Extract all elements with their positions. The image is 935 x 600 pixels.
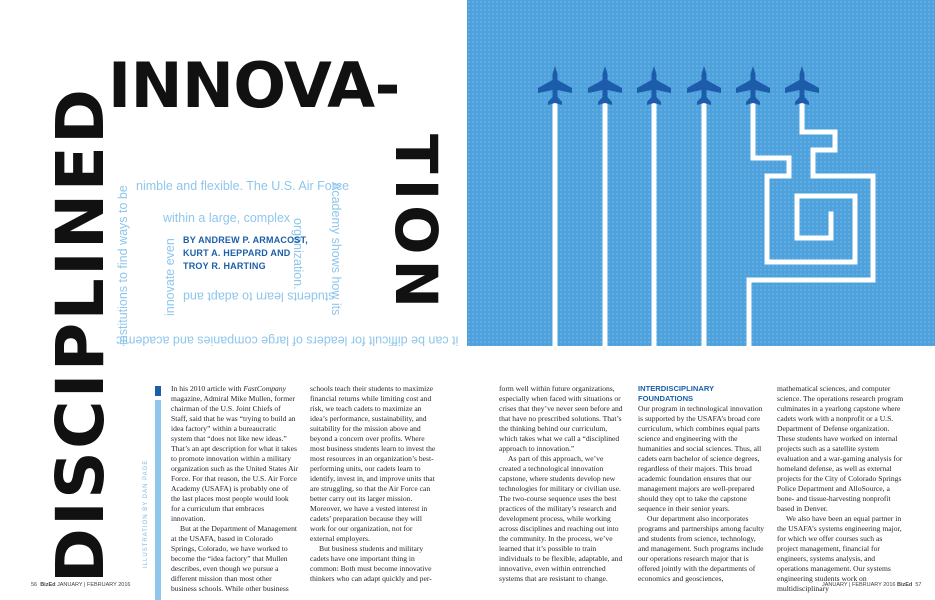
page-number-right: 57 bbox=[915, 582, 922, 588]
paragraph: As part of this approach, we’ve created a technological innovation capstone, where students develop new technologies for military or civilian use. The two-course sequence uses the best practices of the military’s research and development process, while working across disciplines and reaching out into the community. In the process, we’ve learned that it’s possible to train individuals to be flexible, adaptable, and innovative, even within entrenched systems that are resistant to change. bbox=[499, 454, 623, 583]
hero-illustration bbox=[467, 0, 935, 346]
jet-icon bbox=[588, 66, 622, 105]
spiral-text-top: nimble and flexible. The U.S. Air Force bbox=[136, 179, 350, 193]
paragraph: mathematical sciences, and computer science. The operations research program culminates in a yearlong capstone where cadets work with a nonprofit or a U.S. Department of Defense organization. These students have worked on internal projects such as a satellite system evaluation and a war-gaming analysis for homeland defense, as well as external projects for the City of Colorado Springs Police Department and AlloSource, a bone- and tissue-harvesting nonprofit based in Denver. bbox=[777, 384, 904, 513]
headline-tion: TION bbox=[382, 134, 450, 313]
footer-right bbox=[822, 582, 921, 588]
spiral-text-bottom: it can be difficult for leaders of large companies and academic bbox=[116, 333, 459, 348]
jet-icon bbox=[637, 66, 671, 105]
brand-left: BizEd bbox=[40, 582, 56, 588]
jet-icon bbox=[785, 66, 819, 105]
body-column-3 bbox=[499, 384, 627, 584]
jet-icon bbox=[538, 66, 572, 105]
paragraph: But business students and military cadets have one important thing in common: Both must become innovative thinkers who can adapt quickly and per- bbox=[310, 544, 432, 583]
jet-icon bbox=[736, 66, 770, 105]
spiral-inner-right: organization. bbox=[291, 218, 305, 290]
jet-icon bbox=[687, 66, 721, 105]
byline-line-3: TROY R. HARTING bbox=[183, 261, 266, 271]
illustration-credit: ILLUSTRATION BY DAN PAGE bbox=[143, 459, 149, 568]
spiral-inner-bottom: students learn to adapt and bbox=[183, 289, 335, 304]
footer-left bbox=[31, 582, 130, 588]
spiral-inner-top: within a large, complex bbox=[163, 211, 291, 225]
page-number-left: 56 bbox=[31, 582, 38, 588]
section-heading: INTERDISCIPLINARY FOUNDATIONS bbox=[638, 384, 714, 403]
paragraph: In his 2010 article with FastCompany magazine, Admiral Mike Mullen, former chairman of the U.S. Joint Chiefs of Staff, said that he was “trying to build an idea factory” within a bureaucratic system that “does not like new ideas.” That’s an apt description for what it takes to promote innovation within a military organization such as the United States Air Force. For that reason, the U.S. Air Force Academy (USAFA) is probably one of the last places most people would look for a curriculum that embraces innovation. bbox=[171, 384, 299, 523]
paragraph: form well within future organizations, especially when faced with situations or crises that they’ve never seen before and that have no prescribed solutions. That’s the thinking behind our curriculum, which takes what we call a “disciplined approach to innovation.” bbox=[499, 384, 623, 453]
byline-line-2: KURT A. HEPPARD AND bbox=[183, 248, 291, 258]
spiral-inner-left: innovate even bbox=[163, 238, 177, 316]
headline-innova: INNOVA- bbox=[108, 49, 400, 122]
byline-line-1: BY ANDREW P. ARMACOST, bbox=[183, 235, 308, 245]
issue-date-left: JANUARY | FEBRUARY 2016 bbox=[57, 582, 131, 588]
body-column-5 bbox=[777, 384, 905, 594]
paragraph: But at the Department of Management at the USAFA, based in Colorado Springs, Colorado, we have worked to become the “idea factory” that Mullen describes, even though we pursue a different mission than most other business schools. While other business bbox=[171, 524, 298, 593]
spiral-text-right: Academy shows how its bbox=[329, 182, 343, 316]
body-column-1 bbox=[171, 384, 299, 594]
start-marker bbox=[155, 386, 161, 396]
spiral-text-left: institutions to find ways to be bbox=[116, 185, 130, 345]
paragraph: Our department also incorporates programs and partnerships among faculty and students from science, technology, and management. Such programs include our operations research major that is offered jointly with the departments of economics and geosciences, bbox=[638, 514, 765, 583]
paragraph: Our program in technological innovation is supported by the USAFA’s broad core curriculum, which combines equal parts science and engineering with the humanities and social sciences. Thus, all cadets earn bachelor of science degrees, regardless of their majors. This broad academic foundation ensures that our management majors are well-prepared should they opt to take the capstone sequence in their senior years. bbox=[638, 404, 763, 513]
issue-date-right: JANUARY | FEBRUARY 2016 bbox=[822, 582, 896, 588]
body-column-2 bbox=[310, 384, 438, 584]
column-accent-bar bbox=[155, 400, 161, 600]
paragraph: schools teach their students to maximize financial returns while limiting cost and risk, we teach cadets to maximize an idea’s performance, sustainability, and suitability for the mission above and beyond a concern over profits. Where most business students learn to invest the most resources in an organization’s best-performing units, our cadets learn to identify, invest in, and improve units that are struggling, so that the Air Force can better carry out its larger mission. Moreover, we have a vested interest in cadets’ preparation because they will work for our organization, not for external employers. bbox=[310, 384, 436, 543]
brand-right: BizEd bbox=[897, 582, 913, 588]
body-column-4 bbox=[638, 384, 766, 584]
headline-disciplined: DISCIPLINED bbox=[42, 86, 119, 583]
byline bbox=[183, 234, 308, 273]
paragraph: We also have been an equal partner in the USAFA’s systems engineering major, for which we offer courses such as project management, financial for engineers, systems analysis, and operations management. Our systems engineering students work on multidisciplinary bbox=[777, 514, 902, 593]
jets-contrails-graphic bbox=[467, 0, 935, 346]
